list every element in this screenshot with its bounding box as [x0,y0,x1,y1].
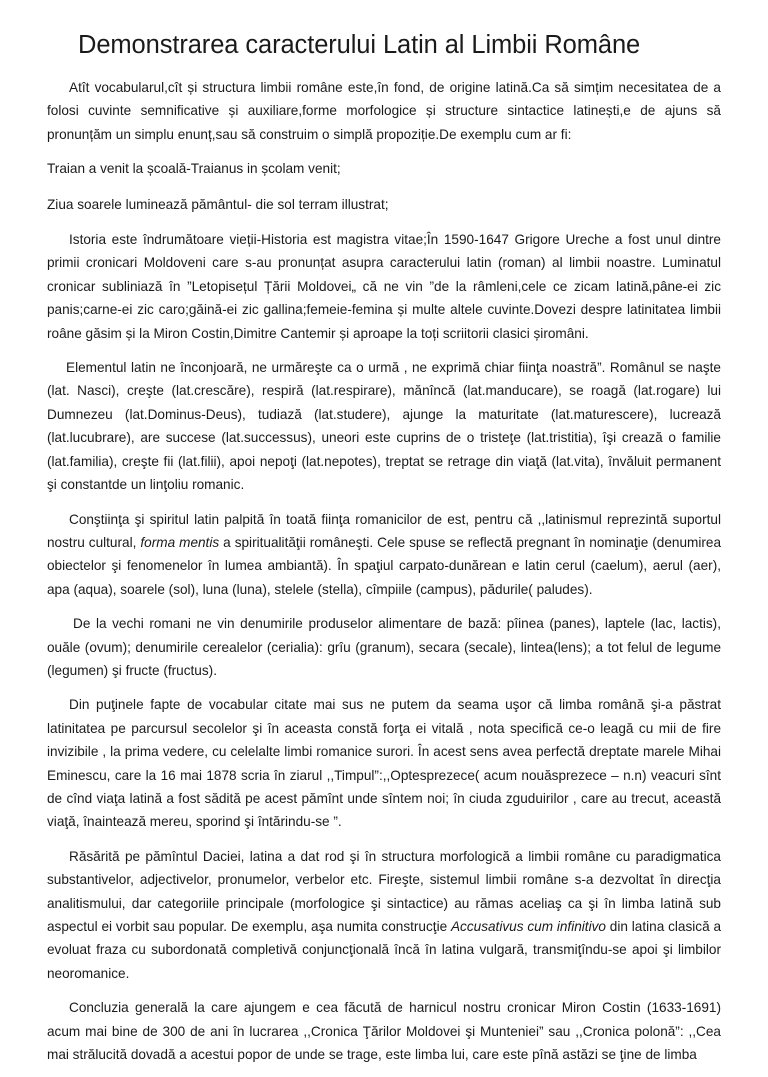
document-title: Demonstrarea caracterului Latin al Limbii Române [78,31,641,59]
example-sentence-1: Traian a venit la școală-Traianus in școlam venit; [47,161,341,177]
document-page [47,28,721,1077]
paragraph-elementul: Elementul latin ne înconjoară, ne urmăreşte ca o urmă , ne exprimă chiar fiinţa noastră”. Românul se naşte (lat. Nasci), creşte (lat.crescăre), respiră (lat.respirare), mănîncă (lat.manducare), se roagă (lat.rogare) lui Dumnezeu (lat.Dominus-Deus), tudiază (lat.studere), ajunge la maturitate (lat.maturescere), lucrează (lat.lucubrare), are succese (lat.successus), uneori este cuprins de o tristeţe (lat.tristitia), îşi crează o familie (lat.familia), creşte fii (lat.filii), apoi nepoţi (lat.nepotes), treptat se retrage din viaţă (lat.vita), învăluit permanent şi constantde un linţoliu romanic. [47,360,721,493]
paragraph-rasarita-text-1: Răsărită pe pămîntul Daciei, latina a dat rod şi în structura morfologică a limbii române cu paradigmatica substantivelor, adjectivelor, pronumelor, verbelor etc. Fireşte, sistemul limbii române s-a dezvoltat în direcţia analitismului, dar categoriile principale (morfologice şi sintactice) au rămas aceliaş ca şi în limba latină sub aspectul ei vorbit sau popular. De exemplu, aşa numita construcţie [47,848,721,934]
paragraph-istoria: Istoria este îndrumătoare vieții-Historia est magistra vitae;În 1590-1647 Grigore Ureche a fost unul dintre primii cronicari Moldoveni care s-au pronunțat asupra caracterului latin (roman) al limbii noastre. Luminatul cronicar subliniază în ”Letopisețul Țării Moldovei„ că ne vin ”de la râmleni,cele ce zicam latină,pâne-ei zic panis;carne-ei zic caro;găină-ei zic gallina;femeie-femina și multe altele cuvinte.Dovezi despre latinitatea limbii roâne găsim și la Miron Costin,Dimitre Cantemir și aproape la toți scriitorii clasici șiromâni. [47,232,721,341]
paragraph-rasarita-text-2: din latina clasică a evoluat fraza cu subordonată completivă conjuncţională încă în latina vulgară, transmiţîndu-se apoi şi limbilor neoromanice. [47,919,722,981]
paragraph-intro: Atît vocabularul,cît și structura limbii române este,în fond, de origine latină.Ca să simțim necesitatea de a folosi cuvinte semnificative și auxiliare,forme morfologice și structure sintactice latinești,e de ajuns să pronunțăm un simplu enunț,sau să construim o simplă propoziție.De exemplu cum ar fi: [47,80,721,142]
italic-term-accusativus: Accusativus cum infinitivo [450,919,606,934]
paragraph-rasarita [47,845,721,985]
italic-term-forma-mentis: forma mentis [140,534,220,550]
paragraph-din-putinele: Din puţinele fapte de vocabular citate mai sus ne putem da seama uşor că limba română şi-a păstrat latinitatea pe parcursul secolelor şi în aceasta constă forţa ei vitală , nota specifică ce-o leagă cu mii de fire invizibile , la prima vedere, cu celelalte limbi romanice surori. În acest sens avea perfectă dreptate marele Mihai Eminescu, care la 16 mai 1878 scria în ziarul ,,Timpul”:,,Optesprezece( acum nouăsprezece – n.n) veacuri sînt de cînd viaţa latină a fost sădită pe acest pămînt unde sîntem noi; în ciuda zguduirilor , care au trecut, această viaţă, înaintează mereu, sporind şi întărindu-se ”. [47,697,721,830]
paragraph-constiinta-text-1: Conştiinţa şi spiritul latin palpită în toată fiinţa romanicilor de est, pentru că ,,latinismul reprezintă suportul nostru cultural, [47,511,721,550]
paragraph-concluzia: Concluzia generală la care ajungem e cea făcută de harnicul nostru cronicar Miron Costin (1633-1691) acum mai bine de 300 de ani în lucrarea ,,Cronica Ţărilor Moldovei şi Munteniei” sau ,,Cronica polonă”: ,,Cea mai strălucită dovadă a acestui popor de unde se trage, este limba lui, care este pînă astăzi se ţine de limba [47,1000,721,1063]
paragraph-constiinta [47,508,721,602]
paragraph-de-la-vechi: De la vechi romani ne vin denumirile produselor alimentare de bază: pîinea (panes), laptele (lac, lactis), ouăle (ovum); denumirile cerealelor (cerialia): grîu (granum), secara (secale), lintea(lens); a tot felul de legume (legumen) şi fructe (fructus). [47,616,721,678]
example-sentence-2: Ziua soarele luminează pământul- die sol terram illustrat; [47,196,389,212]
paragraph-constiinta-text-2: a spiritualităţii româneşti. Cele spuse se reflectă pregnant în nominaţie (denumirea obiectelor şi fenomenelor în lumea ambiantă). În spaţiul carpato-dunărean e latin cerul (caelum), aerul (aer), apa (aqua), soarele (sol), luna (luna), stelele (stella), cîmpiile (campus), pădurile( paludes). [47,534,722,597]
